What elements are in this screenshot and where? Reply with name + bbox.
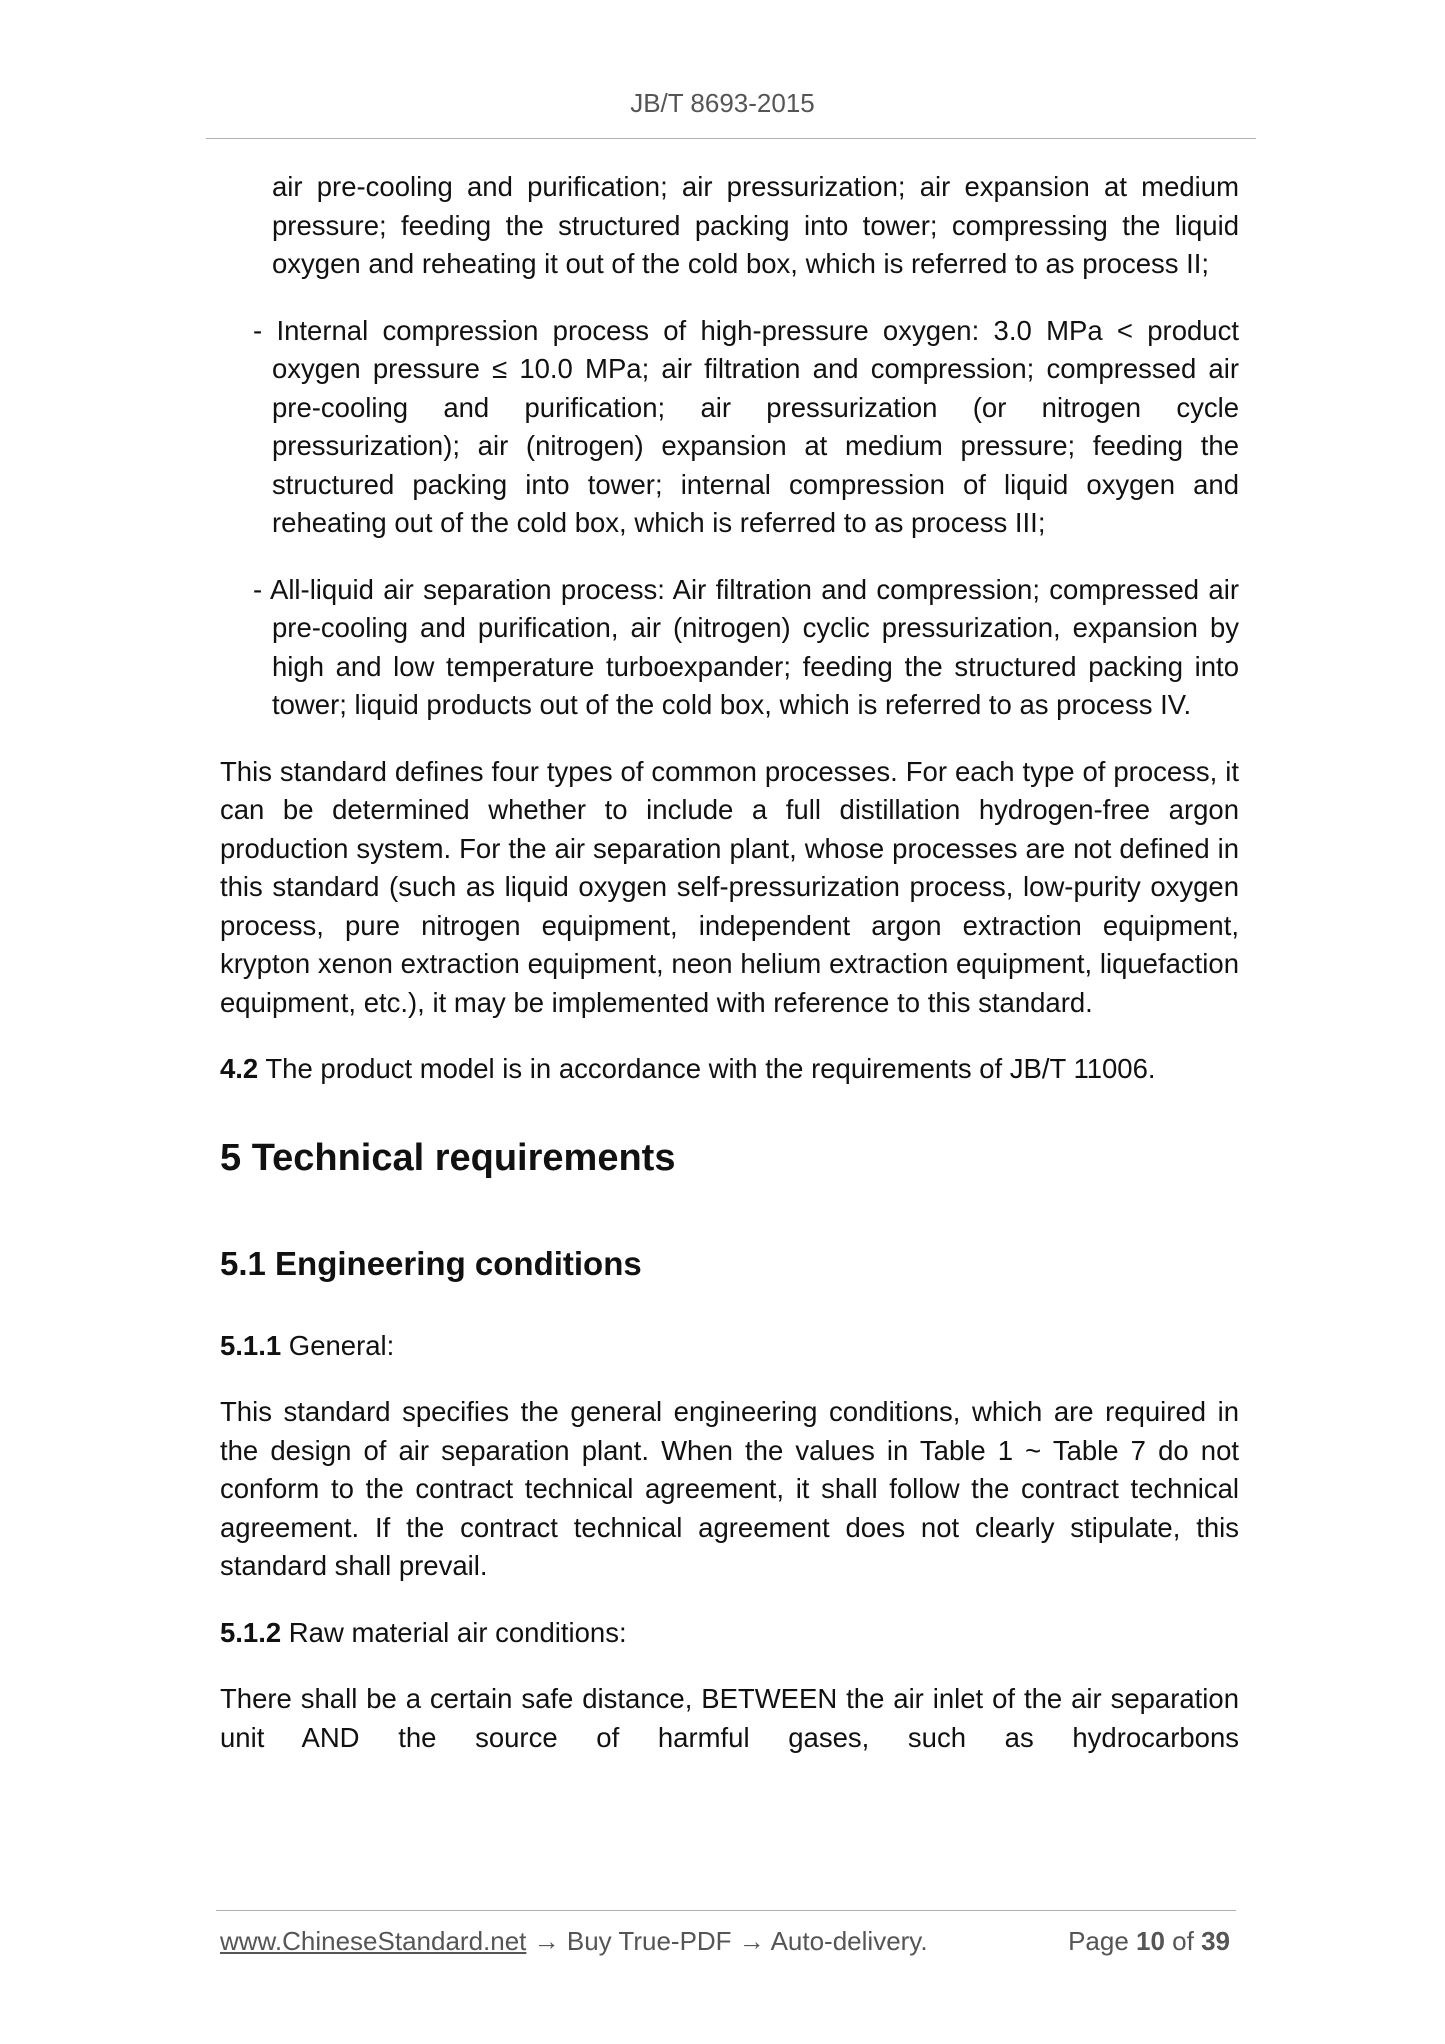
document-header: JB/T 8693-2015 (630, 88, 815, 118)
clause-number: 5.1.1 (220, 1329, 282, 1361)
clause-text: Raw material air conditions: (281, 1616, 627, 1648)
process-iv-item: - All-liquid air separation process: Air filtration and compression; compressed air pre-cooling and purification, air (nitrogen) cyclic pressurization, expansion by high and low temperature turboexpander; feeding the structured packing into tower; liquid products out of the cold box, which is referred to as process IV. (253, 573, 1239, 720)
process-iii-item: - Internal compression process of high-pressure oxygen: 3.0 MPa < product oxygen pressure ≤ 10.0 MPa; air filtration and compression; compressed air pre-cooling and purification; air pressurization (or nitrogen cycle pressurization); air (nitrogen) expansion at medium pressure; feeding the structured packing into tower; internal compression of liquid oxygen and reheating out of the cold box, which is referred to as process III; (253, 314, 1239, 538)
page-footer (220, 1926, 1230, 1957)
header-divider (206, 138, 1256, 139)
footer-tagline: → Buy True-PDF → Auto-delivery. (526, 1926, 928, 1956)
clause-4-2 (220, 1050, 1239, 1089)
page-total: 39 (1201, 1926, 1230, 1956)
clause-5-1-2 (220, 1614, 1239, 1653)
page-number: 10 (1136, 1926, 1165, 1956)
clause-number: 4.2 (220, 1053, 259, 1084)
general-paragraph: This standard specifies the general engineering conditions, which are required in the design of air separation plant. When the values in Table 1 ~ Table 7 do not conform to the contract technical agreement, it shall follow the contract technical agreement. If the contract technical agreement does not clearly stipulate, this standard shall prevail. (220, 1396, 1239, 1581)
processes-paragraph: This standard defines four types of common processes. For each type of process, it can be determined whether to include a full distillation hydrogen-free argon production system. For the air separation plant, whose processes are not defined in this standard (such as liquid oxygen self-pressurization process, low-purity oxygen process, pure nitrogen equipment, independent argon extraction equipment, krypton xenon extraction equipment, neon helium extraction equipment, liquefaction equipment, etc.), it may be implemented with reference to this standard. (220, 755, 1239, 1018)
clause-text: The product model is in accordance with the requirements of JB/T 11006. (258, 1053, 1156, 1084)
section-heading-5-1: 5.1 Engineering conditions (220, 1244, 642, 1282)
clause-text: General: (281, 1329, 395, 1361)
section-heading-5: 5 Technical requirements (220, 1136, 676, 1179)
raw-air-paragraph: There shall be a certain safe distance, BETWEEN the air inlet of the air separation unit AND the source of harmful gases, such as hydrocarbons (220, 1683, 1239, 1753)
page-label: Page (1068, 1926, 1137, 1956)
page-content (220, 168, 1239, 1757)
of-label: of (1164, 1926, 1202, 1956)
page-indicator (1068, 1926, 1230, 1957)
clause-number: 5.1.2 (220, 1616, 282, 1648)
process-ii-text: air pre-cooling and purification; air pressurization; air expansion at medium pressure; feeding the structured packing into tower; compressing the liquid oxygen and reheating it out of the cold box, which is referred to as process II; (272, 171, 1239, 279)
website-link[interactable]: www.ChineseStandard.net (220, 1926, 527, 1956)
footer-divider (216, 1910, 1236, 1911)
clause-5-1-1 (220, 1327, 1239, 1366)
